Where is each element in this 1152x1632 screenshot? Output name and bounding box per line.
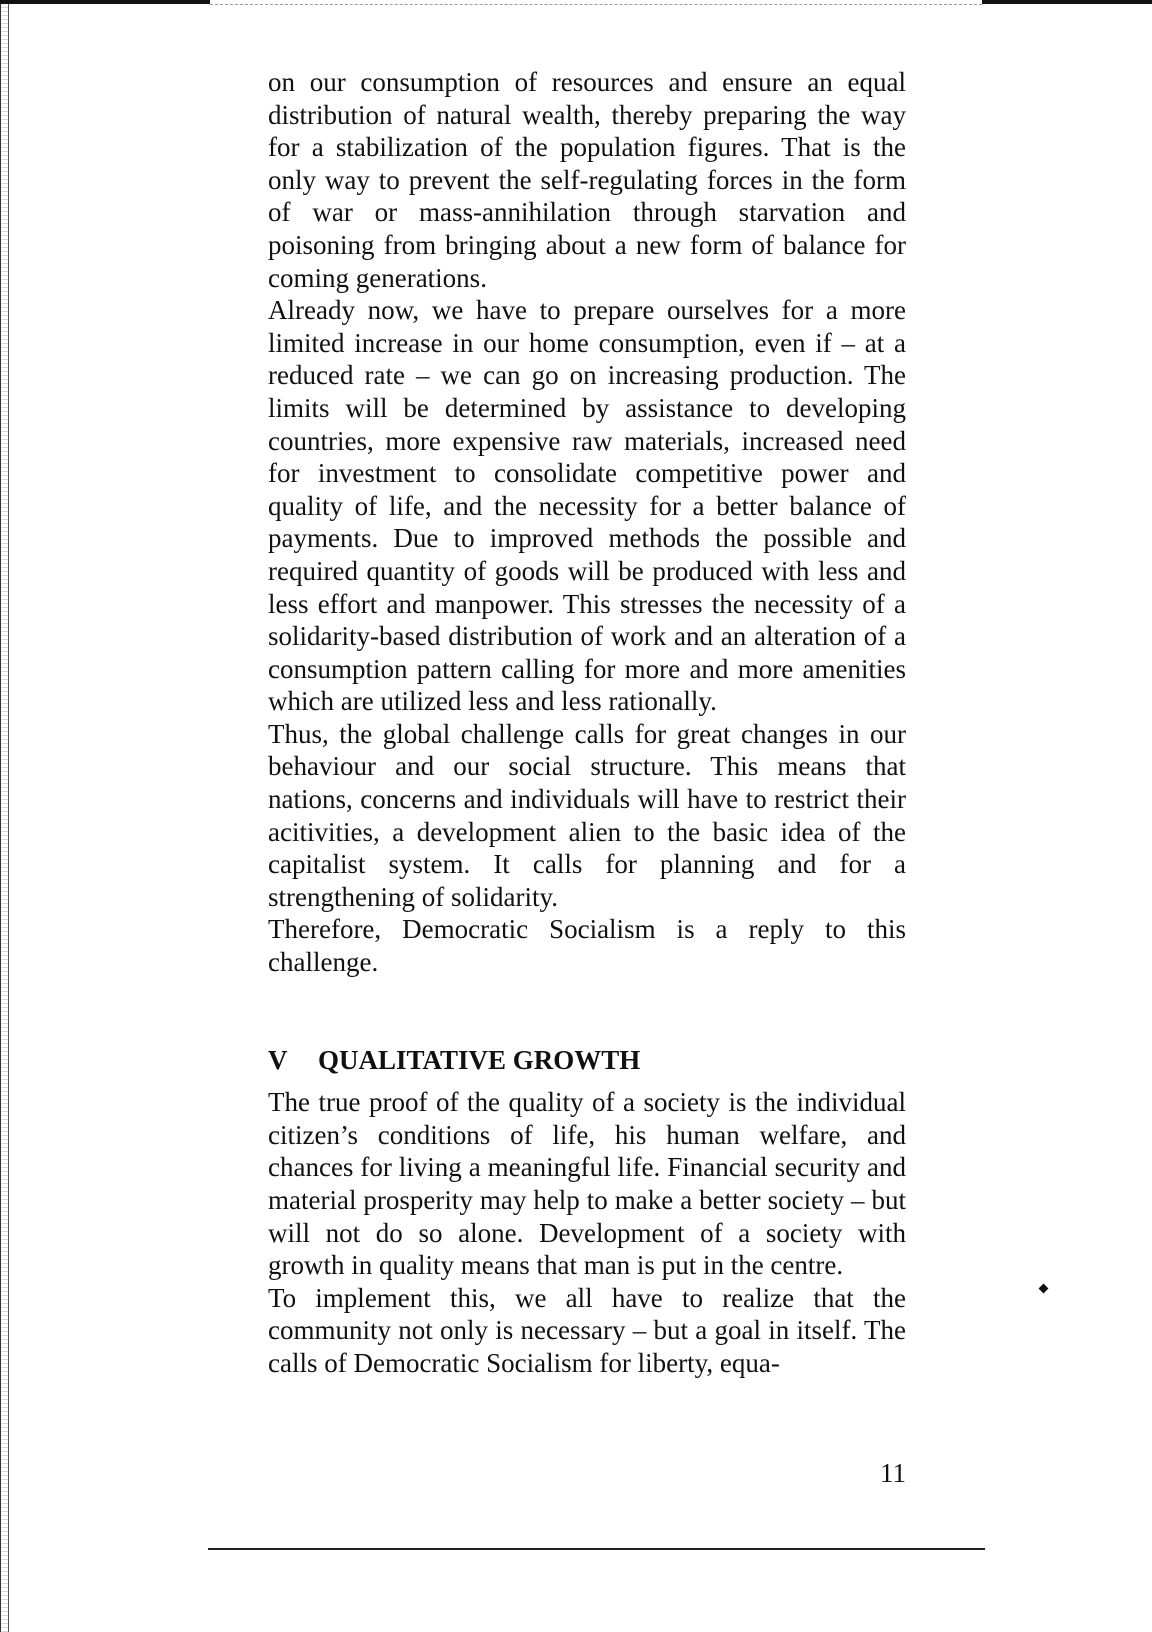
section-number: V	[268, 1044, 288, 1075]
section-heading	[268, 1044, 906, 1077]
scan-top-line	[210, 4, 982, 5]
scan-left-edge	[0, 0, 9, 1632]
scan-top-edge-left	[0, 0, 210, 4]
paragraph: The true proof of the quality of a society is the individual citizen’s conditions of life, his human welfare, and chances for living a meaningful life. Financial security and material prosperity may help to make a better society – but will not do so alone. Development of a society with growth in quality means that man is put in the centre.	[268, 1087, 906, 1281]
paragraph: To implement this, we all have to realize that the community not only is necessary – but a goal in itself. The calls of Democratic Socialism for liberty, equa-	[268, 1282, 906, 1378]
text-column	[268, 66, 906, 1380]
paragraph: Already now, we have to prepare ourselves for a more limited increase in our home consumption, even if – at a reduced rate – we can go on increasing production. The limits will be determined by assistance to developing countries, more expensive raw materials, increased need for investment to consolidate competitive power and quality of life, and the necessity for a better balance of payments. Due to improved methods the possible and required quantity of goods will be produced with less and less effort and manpower. This stresses the necessity of a solidarity-based distribution of work and an alteration of a consumption pattern calling for more and more amenities which are utilized less and less rationally.	[268, 295, 906, 717]
section-title: QUALITATIVE GROWTH	[318, 1044, 641, 1075]
paragraph: Thus, the global challenge calls for great changes in our behaviour and our social structure. This means that nations, concerns and individuals will have to restrict their acitivities, a development alien to the basic idea of the capitalist system. It calls for planning and for a strengthening of solidarity.	[268, 718, 906, 912]
scan-top-edge-right	[982, 0, 1152, 4]
paragraph: on our consumption of resources and ensure an equal distribution of natural wealth, thereby preparing the way for a stabilization of the population figures. That is the only way to prevent the self-regulating forces in the form of war or mass-annihilation through starvation and poisoning from bringing about a new form of balance for coming generations.	[268, 67, 906, 293]
scan-speck	[1039, 1284, 1049, 1294]
footer-rule	[208, 1548, 985, 1550]
paragraph: Therefore, Democratic Socialism is a reply to this challenge.	[268, 914, 906, 978]
page-number: 11	[880, 1458, 906, 1488]
